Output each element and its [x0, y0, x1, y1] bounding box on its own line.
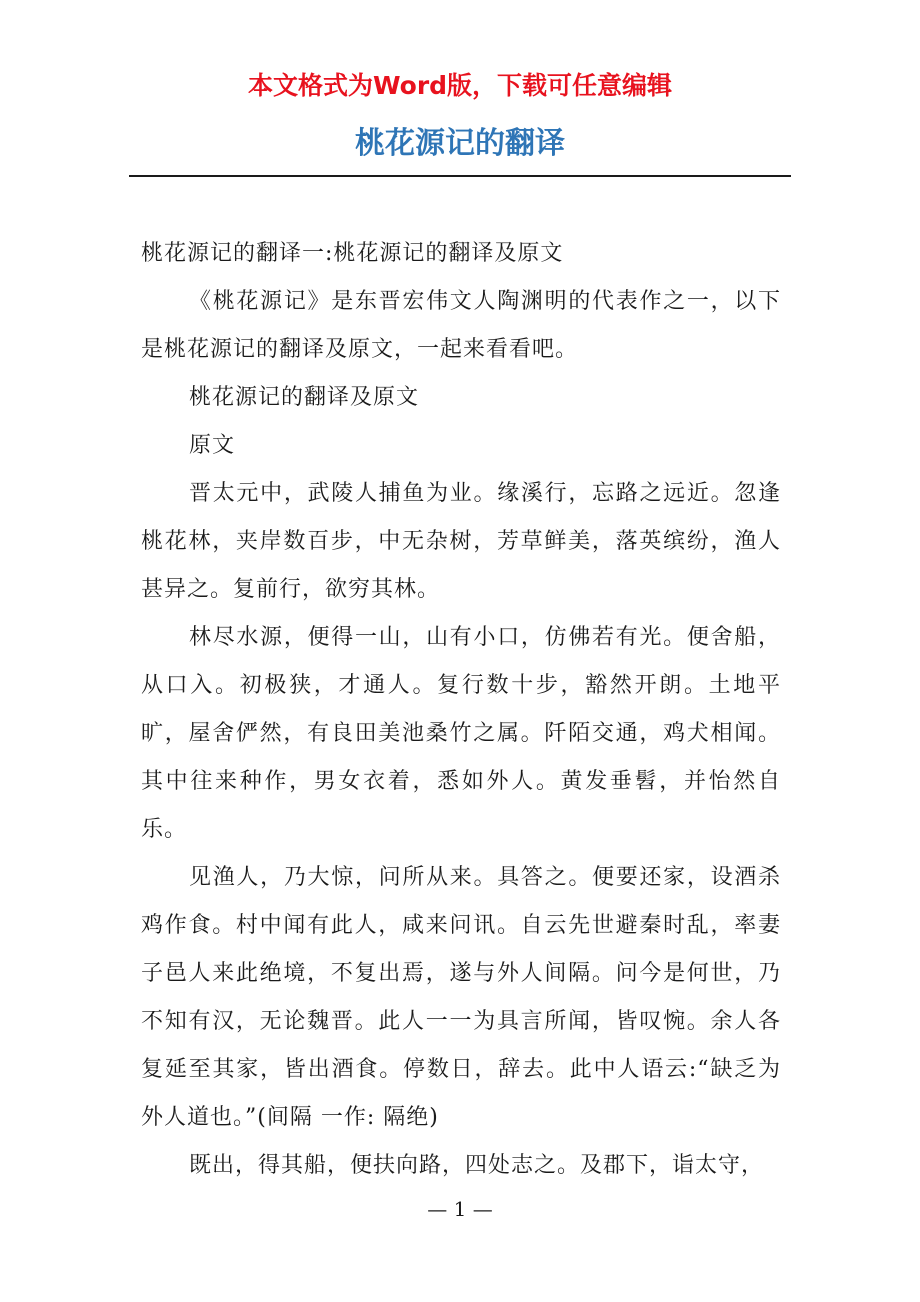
paragraph-subtitle: 桃花源记的翻译一:桃花源记的翻译及原文: [141, 241, 564, 266]
paragraph-original-2: 林尽水源，便得一山，山有小口，仿佛若有光。便舍船，从口入。初极狭，才通人。复行数十步，豁然开朗。土地平旷，屋舍俨然，有良田美池桑竹之属。阡陌交通，鸡犬相闻。其中往来种作，男女衣着，悉如外人。黄发垂髫，并怡然自乐。: [141, 625, 781, 842]
paragraph-heading: 桃花源记的翻译及原文: [189, 385, 420, 410]
paragraph-intro: 《桃花源记》是东晋宏伟文人陶渊明的代表作之一，以下是桃花源记的翻译及原文，一起来看看吧。: [141, 289, 781, 362]
title-divider: [129, 175, 791, 177]
page-number: — 1 —: [427, 1197, 493, 1221]
paragraph-original-3: 见渔人，乃大惊，问所从来。具答之。便要还家，设酒杀鸡作食。村中闻有此人，咸来问讯。自云先世避秦时乱，率妻子邑人来此绝境，不复出焉，遂与外人间隔。问今是何世，乃不知有汉，无论魏晋。此人一一为具言所闻，皆叹惋。余人各复延至其家，皆出酒食。停数日，辞去。此中人语云:“缺乏为外人道也。”(间隔 一作: 隔绝): [141, 865, 781, 1130]
paragraph-original-4: 既出，得其船，便扶向路，四处志之。及郡下，诣太守，: [189, 1153, 765, 1178]
paragraph-original-label: 原文: [189, 433, 236, 458]
format-banner: 本文格式为Word版，下载可任意编辑: [247, 71, 673, 100]
document-title: 桃花源记的翻译: [355, 126, 565, 161]
document-body: [141, 230, 781, 1190]
paragraph-original-1: 晋太元中，武陵人捕鱼为业。缘溪行，忘路之远近。忽逢桃花林，夹岸数百步，中无杂树，芳草鲜美，落英缤纷，渔人甚异之。复前行，欲穷其林。: [141, 481, 781, 602]
